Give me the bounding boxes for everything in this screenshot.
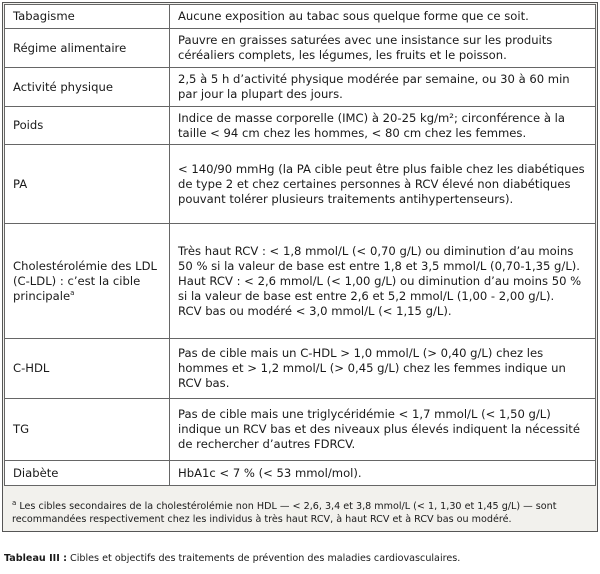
row-label bbox=[5, 224, 170, 339]
row-label: Activité physique bbox=[5, 68, 170, 107]
row-line: Très haut RCV : < 1,8 mmol/L (< 0,70 g/L) ou diminution d’au moins 50 % si la valeur de base est entre 1,8 et 3,5 mmol/L (0,70-1,35 g/L). bbox=[178, 243, 580, 273]
row-line: < 140/90 mmHg (la PA cible peut être plus faible chez les diabétiques de type 2 et chez certaines personnes à RCV élevé non diabétiques pouvant tolérer plusieurs traitements antihypertenseurs). bbox=[178, 161, 585, 206]
row-value bbox=[170, 145, 596, 224]
caption-text: Cibles et objectifs des traitements de prévention des maladies cardiovasculaires. bbox=[66, 553, 461, 564]
row-label: Poids bbox=[5, 107, 170, 145]
row-value bbox=[170, 461, 596, 486]
row-line: RCV bas ou modéré < 3,0 mmol/L (< 1,15 g/L). bbox=[178, 303, 452, 318]
table-row bbox=[5, 461, 596, 486]
table-row bbox=[5, 339, 596, 399]
table-row bbox=[5, 224, 596, 339]
row-label: PA bbox=[5, 145, 170, 224]
table-row bbox=[5, 145, 596, 224]
footnote-marker: a bbox=[12, 498, 17, 507]
row-label: Régime alimentaire bbox=[5, 29, 170, 68]
row-value bbox=[170, 339, 596, 399]
row-value bbox=[170, 399, 596, 461]
footnote-marker: a bbox=[70, 288, 75, 297]
table-row bbox=[5, 29, 596, 68]
prevention-targets-table bbox=[4, 4, 596, 486]
row-label: Tabagisme bbox=[5, 5, 170, 29]
row-value bbox=[170, 107, 596, 145]
row-line: Pas de cible mais une triglycéridémie < 1,7 mmol/L (< 1,50 g/L) indique un RCV bas et des niveaux plus élevés indiquent la nécessité de rechercher d’autres FDRCV. bbox=[178, 407, 580, 451]
row-line: Indice de masse corporelle (IMC) à 20-25 kg/m²; circonférence à la taille < 94 cm chez les hommes, < 80 cm chez les femmes. bbox=[178, 110, 565, 140]
table-row bbox=[5, 68, 596, 107]
table-caption bbox=[4, 552, 596, 565]
caption-label: Tableau III : bbox=[4, 553, 67, 564]
row-line: Aucune exposition au tabac sous quelque forme que ce soit. bbox=[178, 9, 529, 23]
row-label: C-HDL bbox=[5, 339, 170, 399]
table-footnote bbox=[4, 497, 596, 531]
table-row bbox=[5, 399, 596, 461]
row-label: TG bbox=[5, 399, 170, 461]
row-value bbox=[170, 68, 596, 107]
table-row bbox=[5, 5, 596, 29]
row-value bbox=[170, 5, 596, 29]
footnote-text: Les cibles secondaires de la cholestérolémie non HDL — < 2,6, 3,4 et 3,8 mmol/L (< 1, 1,30 et 1,45 g/L) — sont recommandées respectivement chez les individus à très haut RCV, à haut RCV et à RCV bas ou modéré. bbox=[12, 501, 557, 525]
row-line: 2,5 à 5 h d’activité physique modérée par semaine, ou 30 à 60 min par jour la plupart des jours. bbox=[178, 72, 570, 101]
row-line: HbA1c < 7 % (< 53 mmol/mol). bbox=[178, 465, 362, 480]
row-line: Haut RCV : < 2,6 mmol/L (< 1,00 g/L) ou diminution d’au moins 50 % si la valeur de base est entre 2,6 et 5,2 mmol/L (1,00 - 2,00 g/L). bbox=[178, 273, 582, 303]
row-line: Pauvre en graisses saturées avec une insistance sur les produits céréaliers complets, les légumes, les fruits et le poisson. bbox=[178, 33, 553, 62]
table-row bbox=[5, 107, 596, 145]
row-label: Diabète bbox=[5, 461, 170, 486]
row-value bbox=[170, 224, 596, 339]
row-value bbox=[170, 29, 596, 68]
row-label-text: Cholestérolémie des LDL (C-LDL) : c’est la cible principale bbox=[13, 258, 157, 303]
row-line: Pas de cible mais un C-HDL > 1,0 mmol/L (> 0,40 g/L) chez les hommes et > 1,2 mmol/L (> 0,45 g/L) chez les femmes indique un RCV bas. bbox=[178, 346, 566, 390]
